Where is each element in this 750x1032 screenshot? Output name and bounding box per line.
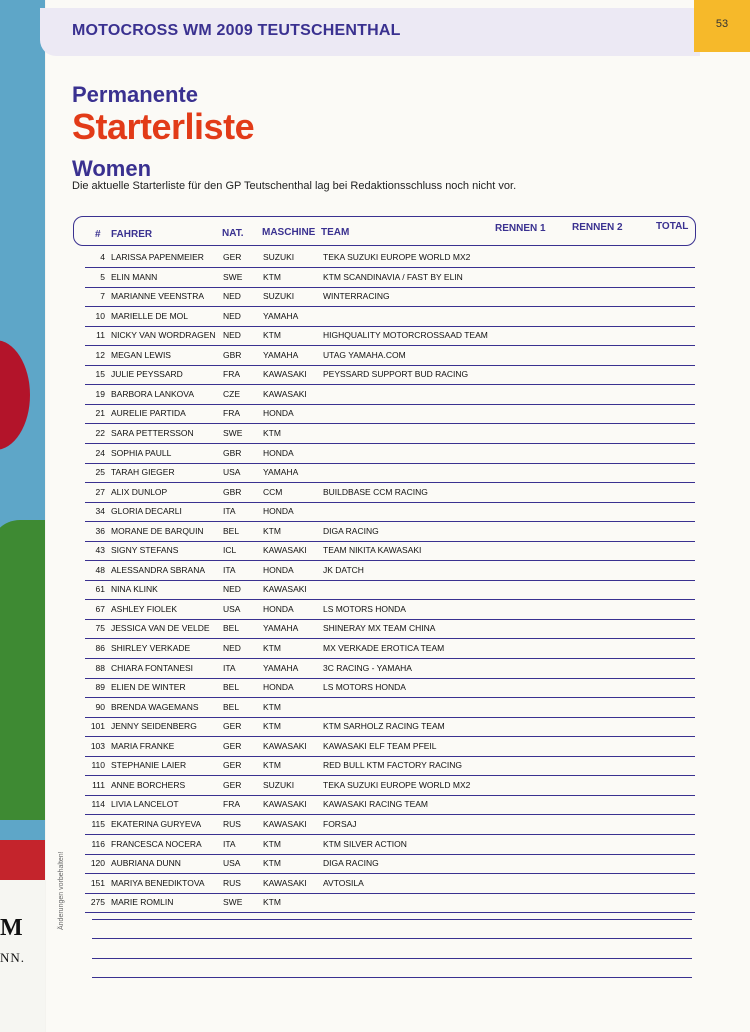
table-row: [85, 561, 695, 581]
rider-name: MARIA FRANKE: [111, 740, 175, 751]
rider-machine: SUZUKI: [263, 291, 295, 302]
rider-number: 11: [96, 330, 105, 341]
table-row: [85, 776, 695, 796]
rider-team: BUILDBASE CCM RACING: [323, 486, 428, 497]
table-row: [85, 424, 695, 444]
col-header-team: TEAM: [321, 227, 350, 238]
rider-machine: YAMAHA: [263, 623, 299, 634]
empty-line: [92, 938, 692, 939]
rider-name: JESSICA VAN DE VELDE: [111, 623, 210, 634]
rider-team: 3C RACING - YAMAHA: [323, 662, 412, 673]
table-row: [85, 404, 695, 424]
rider-number: 103: [90, 740, 105, 751]
rider-machine: YAMAHA: [263, 662, 299, 673]
rider-number: 151: [90, 877, 105, 888]
col-header-num: #: [95, 229, 101, 240]
table-row: [85, 756, 695, 776]
rider-nation: BEL: [223, 525, 240, 536]
page-number-tab: 53: [694, 0, 750, 52]
rider-number: 36: [95, 525, 105, 536]
rider-team: RED BULL KTM FACTORY RACING: [323, 760, 463, 771]
rider-name: SOPHIA PAULL: [111, 447, 172, 458]
rider-name: MARIELLE DE MOL: [111, 310, 188, 321]
rider-team: AVTOSILA: [323, 877, 364, 888]
col-header-rider: FAHRER: [111, 229, 153, 240]
rider-name: BRENDA WAGEMANS: [111, 701, 199, 712]
race2-blank: [560, 912, 638, 913]
rider-name: FRANCESCA NOCERA: [111, 838, 202, 849]
rider-machine: KAWASAKI: [263, 818, 307, 829]
rider-name: SARA PETTERSSON: [111, 427, 194, 438]
table-row: [85, 287, 695, 307]
table-row: [85, 502, 695, 522]
rider-team: LS MOTORS HONDA: [323, 603, 406, 614]
rider-team: DIGA RACING: [323, 525, 379, 536]
table-row: [85, 365, 695, 385]
rider-name: AUBRIANA DUNN: [111, 858, 181, 869]
rider-machine: KAWASAKI: [263, 799, 307, 810]
rider-name: ALIX DUNLOP: [111, 486, 168, 497]
rider-number: 115: [91, 818, 105, 829]
rider-nation: GBR: [223, 447, 242, 458]
rider-team: TEKA SUZUKI EUROPE WORLD MX2: [323, 779, 471, 790]
rider-machine: KAWASAKI: [263, 740, 307, 751]
rider-machine: KTM: [263, 643, 281, 653]
rider-machine: KAWASAKI: [263, 584, 307, 595]
rider-team: JK DATCH: [323, 564, 364, 575]
table-row: [85, 893, 695, 913]
rider-machine: KAWASAKI: [263, 545, 307, 556]
col-header-total: TOTAL: [656, 221, 689, 232]
rider-team: KTM SARHOLZ RACING TEAM: [323, 721, 445, 732]
rider-name: JENNY SEIDENBERG: [111, 721, 197, 732]
table-row: [85, 854, 695, 874]
table-row: [85, 678, 695, 698]
rider-name: NINA KLINK: [111, 584, 158, 595]
rider-team: TEAM NIKITA KAWASAKI: [323, 545, 422, 556]
rider-name: ELIEN DE WINTER: [111, 682, 186, 693]
rider-nation: RUS: [223, 818, 241, 829]
adjacent-page-edge: [0, 0, 45, 1032]
adjacent-page-logo-letter: M: [0, 915, 23, 941]
rider-team: MX VERKADE EROTICA TEAM: [323, 643, 445, 653]
table-row: [85, 659, 695, 679]
rider-number: 75: [95, 623, 105, 634]
total-blank: [643, 912, 695, 913]
rider-team: KTM SILVER ACTION: [323, 838, 407, 849]
rider-nation: USA: [223, 467, 241, 478]
rider-nation: NED: [223, 643, 241, 653]
rider-name: MORANE DE BARQUIN: [111, 525, 204, 536]
rider-nation: USA: [223, 603, 241, 614]
rider-number: 86: [95, 643, 105, 653]
empty-line: [92, 919, 692, 920]
empty-line: [92, 958, 692, 959]
rider-name: TARAH GIEGER: [111, 467, 175, 478]
rider-name: LARISSA PAPENMEIER: [111, 252, 204, 262]
empty-line: [92, 977, 692, 978]
adjacent-page-flowers-photo: [0, 840, 45, 885]
rider-nation: NED: [223, 310, 241, 321]
table-row: [85, 580, 695, 600]
rider-name: AURELIE PARTIDA: [111, 408, 186, 419]
rider-nation: GBR: [223, 486, 242, 497]
rider-team: FORSAJ: [323, 818, 357, 829]
rider-team: KAWASAKI ELF TEAM PFEIL: [323, 740, 437, 751]
rider-name: MARIANNE VEENSTRA: [111, 291, 205, 302]
rider-machine: HONDA: [263, 447, 294, 458]
rider-number: 22: [95, 427, 105, 438]
table-row: [85, 717, 695, 737]
table-row: [85, 444, 695, 464]
rider-machine: CCM: [263, 486, 283, 497]
rider-number: 4: [100, 252, 105, 262]
rider-number: 111: [92, 779, 105, 790]
rider-name: MARIYA BENEDIKTOVA: [111, 877, 205, 888]
rider-name: GLORIA DECARLI: [111, 506, 182, 517]
rider-machine: KAWASAKI: [263, 388, 307, 399]
rider-machine: HONDA: [263, 682, 294, 693]
adjacent-page-red-graphic: [0, 340, 30, 450]
rider-number: 101: [90, 721, 105, 732]
table-row: [85, 307, 695, 327]
table-row: [85, 639, 695, 659]
table-row: [85, 541, 695, 561]
rider-nation: GER: [223, 740, 242, 751]
rider-team: DIGA RACING: [323, 858, 379, 869]
rider-number: 7: [100, 291, 105, 302]
table-row: [85, 835, 695, 855]
table-row: [85, 815, 695, 835]
rider-number: 89: [95, 682, 105, 693]
rider-machine: KAWASAKI: [263, 877, 307, 888]
rider-machine: KTM: [263, 721, 281, 732]
rider-number: 48: [95, 564, 105, 575]
rider-name: MEGAN LEWIS: [111, 349, 171, 360]
rider-machine: YAMAHA: [263, 310, 299, 321]
rider-name: BARBORA LANKOVA: [111, 388, 194, 399]
rider-nation: USA: [223, 858, 241, 869]
rider-nation: CZE: [223, 388, 240, 399]
table-row: [85, 698, 695, 718]
rider-number: 275: [90, 897, 105, 908]
rider-name: NICKY VAN WORDRAGEN: [111, 330, 216, 341]
table-row: [85, 619, 695, 639]
rider-nation: GER: [223, 760, 242, 771]
rider-team: KTM SCANDINAVIA / FAST BY ELIN: [323, 271, 463, 282]
rider-nation: ITA: [223, 838, 236, 849]
rider-number: 110: [91, 760, 105, 771]
side-note: Änderungen vorbehalten!: [58, 851, 65, 930]
rider-name: SHIRLEY VERKADE: [111, 643, 191, 653]
rider-nation: BEL: [223, 623, 240, 634]
rider-number: 116: [91, 838, 105, 849]
rider-number: 19: [95, 388, 105, 399]
rider-name: JULIE PEYSSARD: [111, 369, 183, 380]
rider-nation: FRA: [223, 369, 240, 380]
rider-machine: HONDA: [263, 506, 294, 517]
rider-name: ASHLEY FIOLEK: [111, 603, 177, 614]
rider-nation: GER: [223, 252, 242, 262]
rider-machine: YAMAHA: [263, 349, 299, 360]
rider-number: 5: [100, 271, 105, 282]
rider-name: ANNE BORCHERS: [111, 779, 186, 790]
rider-machine: KTM: [263, 897, 281, 908]
rider-name: ELIN MANN: [111, 271, 158, 282]
rider-name: LIVIA LANCELOT: [111, 799, 179, 810]
rider-machine: HONDA: [263, 603, 294, 614]
rider-number: 12: [95, 349, 105, 360]
rider-team: HIGHQUALITY MOTORCROSSAAD TEAM: [323, 330, 488, 341]
rider-number: 27: [95, 486, 105, 497]
rider-number: 25: [95, 467, 105, 478]
rider-nation: SWE: [223, 427, 243, 438]
rider-number: 120: [90, 858, 105, 869]
rider-machine: SUZUKI: [263, 252, 295, 262]
rider-number: 15: [95, 369, 105, 380]
rider-machine: YAMAHA: [263, 467, 299, 478]
rider-name: CHIARA FONTANESI: [111, 662, 194, 673]
rider-number: 10: [95, 310, 105, 321]
rider-team: UTAG YAMAHA.COM: [323, 349, 406, 360]
rider-team: PEYSSARD SUPPORT BUD RACING: [323, 369, 469, 380]
rider-name: MARIE ROMLIN: [111, 897, 174, 908]
adjacent-page-tree-photo: [0, 520, 45, 820]
rider-nation: NED: [223, 291, 241, 302]
rider-team: SHINERAY MX TEAM CHINA: [323, 623, 436, 634]
rider-machine: KTM: [263, 701, 281, 712]
rider-number: 24: [95, 447, 105, 458]
table-row: [85, 600, 695, 620]
rider-nation: GBR: [223, 349, 242, 360]
table-row: [85, 795, 695, 815]
table-row: [85, 522, 695, 542]
table-row: [85, 463, 695, 483]
table-row: [85, 874, 695, 894]
page-title: Starterliste: [72, 106, 255, 147]
rider-machine: HONDA: [263, 408, 294, 419]
rider-nation: FRA: [223, 799, 240, 810]
rider-nation: SWE: [223, 271, 243, 282]
col-header-race1: RENNEN 1: [495, 223, 546, 234]
col-header-nat: NAT.: [222, 228, 244, 239]
rider-nation: ITA: [223, 564, 236, 575]
intro-note: Die aktuelle Starterliste für den GP Teutschenthal lag bei Redaktionsschluss noch nicht vor.: [72, 180, 517, 192]
table-row: [85, 385, 695, 405]
rider-team: TEKA SUZUKI EUROPE WORLD MX2: [323, 252, 471, 262]
rider-machine: KTM: [263, 838, 281, 849]
rider-number: 90: [95, 701, 105, 712]
rider-number: 43: [95, 545, 105, 556]
subtitle-women: Women: [72, 156, 152, 181]
rider-team: KAWASAKI RACING TEAM: [323, 799, 429, 810]
rider-nation: GER: [223, 779, 242, 790]
rider-nation: ITA: [223, 506, 236, 517]
table-row: [85, 326, 695, 346]
table-row: [85, 346, 695, 366]
rider-nation: NED: [223, 330, 241, 341]
rider-nation: ICL: [223, 545, 237, 556]
rider-number: 114: [91, 799, 105, 810]
rider-nation: NED: [223, 584, 241, 595]
rider-nation: FRA: [223, 408, 240, 419]
adjacent-page-logo-text: NN.: [0, 950, 26, 965]
rider-machine: KTM: [263, 760, 281, 771]
rider-number: 88: [95, 662, 105, 673]
rider-name: STEPHANIE LAIER: [111, 760, 187, 771]
rider-nation: BEL: [223, 682, 240, 693]
rider-nation: BEL: [223, 701, 240, 712]
rider-machine: KTM: [263, 427, 281, 438]
rider-machine: SUZUKI: [263, 779, 295, 790]
header-title: MOTOCROSS WM 2009 TEUTSCHENTHAL: [72, 22, 401, 39]
table-row: [85, 248, 695, 268]
rider-nation: RUS: [223, 877, 241, 888]
race1-blank: [475, 912, 553, 913]
rider-number: 67: [95, 603, 105, 614]
rider-machine: HONDA: [263, 564, 294, 575]
rider-name: ALESSANDRA SBRANA: [111, 564, 206, 575]
table-row: [85, 268, 695, 288]
rider-number: 61: [95, 584, 105, 595]
rider-machine: KTM: [263, 330, 281, 341]
rider-machine: KAWASAKI: [263, 369, 307, 380]
rider-team: LS MOTORS HONDA: [323, 682, 406, 693]
rider-nation: GER: [223, 721, 242, 732]
rider-name: EKATERINA GURYEVA: [111, 818, 202, 829]
rider-name: SIGNY STEFANS: [111, 545, 179, 556]
rider-nation: ITA: [223, 662, 236, 673]
rider-nation: SWE: [223, 897, 243, 908]
table-row: [85, 483, 695, 503]
subtitle-permanente: Permanente: [72, 82, 198, 107]
rider-number: 34: [95, 506, 105, 517]
rider-team: WINTERRACING: [323, 291, 390, 302]
col-header-race2: RENNEN 2: [572, 222, 623, 233]
rider-number: 21: [95, 408, 105, 419]
rider-machine: KTM: [263, 271, 281, 282]
rider-machine: KTM: [263, 525, 281, 536]
col-header-machine: MASCHINE: [262, 227, 316, 238]
rider-machine: KTM: [263, 858, 281, 869]
table-row: [85, 737, 695, 757]
